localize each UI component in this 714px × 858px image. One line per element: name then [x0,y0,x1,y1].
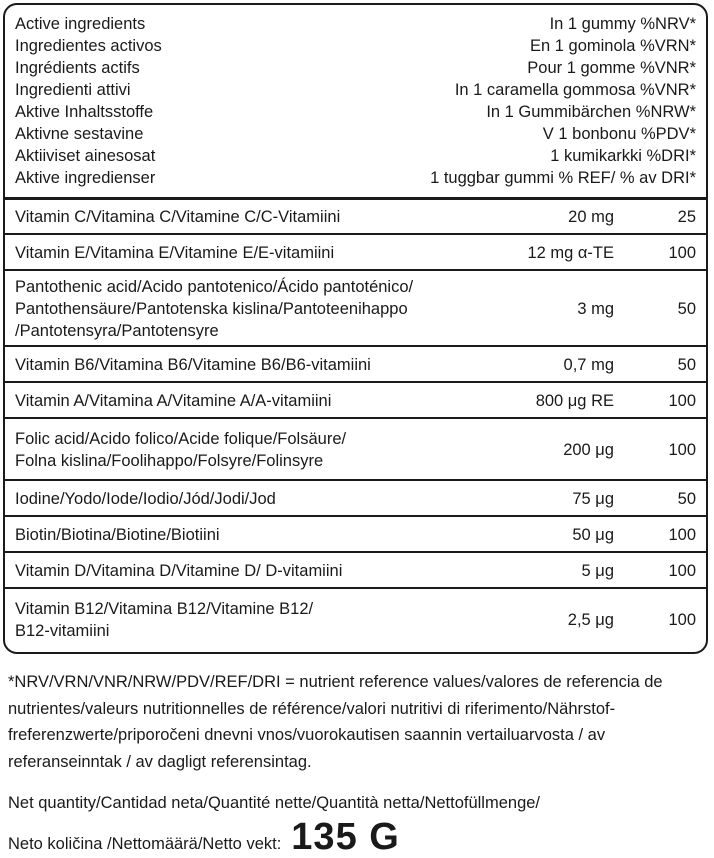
header-label: Ingredienti attivi [15,81,131,99]
nutrient-percent: 100 [668,243,696,262]
header-label: Aktivne sestavine [15,125,144,143]
row-divider [5,381,706,383]
header-unit: In 1 caramella gommosa %VNR* [454,81,696,99]
nutrient-name: Vitamin A/Vitamina A/Vitamine A/A-vitamiini [15,392,332,410]
row-divider [5,197,706,200]
header-unit: In 1 gummy %NRV* [549,15,696,33]
nutrient-name: Vitamin B6/Vitamina B6/Vitamine B6/B6-vitamiini [15,356,371,374]
nutrient-percent: 100 [668,391,696,410]
row-divider [5,269,706,271]
nutrient-amount: 0,7 mg [563,355,614,374]
nutrition-panel [3,3,708,654]
nutrient-row [15,199,696,235]
nutrient-name: Vitamin B12/Vitamina B12/Vitamine B12/ B12-vitamiini [15,600,314,640]
nutrient-name: Iodine/Yodo/Iode/Iodio/Jód/Jodi/Jod [15,490,276,508]
footnote-line: freferenzwerte/priporočeni dnevni vnos/vuorokautisen saannin vertailuarvosta / av [8,726,606,744]
header-unit: V 1 bonbonu %PDV* [542,125,696,143]
nutrient-name: Vitamin E/Vitamina E/Vitamine E/E-vitamiini [15,244,335,262]
nutrient-name: Pantothenic acid/Acido pantotenico/Ácido pantoténico/ Pantothensäure/Pantotenska kislina/Pantoteenihappo /Pantotensyra/Pantotensyre [15,278,414,340]
header-block [15,13,696,189]
nutrient-amount: 75 μg [572,489,614,508]
net-quantity-line2 [8,818,400,856]
header-row [15,167,696,189]
nutrient-row [15,419,696,481]
nutrient-amount: 12 mg α-TE [527,243,614,262]
header-unit: 1 kumikarkki %DRI* [550,147,696,165]
nutrient-row [15,517,696,553]
row-divider [5,587,706,589]
nutrient-row [15,235,696,271]
nutrient-percent: 50 [677,299,696,318]
header-label: Aktive ingredienser [15,169,156,187]
header-row [15,35,696,57]
nutrient-amount: 50 μg [572,525,614,544]
nutrient-percent: 25 [677,207,696,226]
footnote [8,669,708,775]
nutrient-percent: 50 [677,489,696,508]
nutrient-percent: 100 [668,610,696,629]
header-label: Aktiiviset ainesosat [15,147,156,165]
nutrient-row [15,553,696,589]
header-row [15,101,696,123]
row-divider [5,479,706,481]
row-divider [5,345,706,347]
header-label: Ingredientes activos [15,37,162,55]
footnote-line: *NRV/VRN/VNR/NRW/PDV/REF/DRI = nutrient reference values/valores de referencia de [8,673,663,691]
nutrient-name: Biotin/Biotina/Biotine/Biotiini [15,526,220,544]
header-row [15,79,696,101]
nutrient-name: Vitamin C/Vitamina C/Vitamine C/C-Vitamiini [15,208,341,226]
row-divider [5,417,706,419]
nutrient-amount: 2,5 μg [567,610,614,629]
nutrient-row [15,589,696,651]
nutrient-amount: 20 mg [568,207,614,226]
header-label: Ingrédients actifs [15,59,140,77]
header-label: Active ingredients [15,15,146,33]
nutrient-row [15,271,696,347]
header-label: Aktive Inhaltsstoffe [15,103,154,121]
nutrient-amount: 200 μg [563,440,614,459]
nutrient-row [15,481,696,517]
header-row [15,13,696,35]
nutrient-percent: 100 [668,440,696,459]
nutrient-name: Folic acid/Acido folico/Acide folique/Folsäure/ Folna kislina/Foolihappo/Folsyre/Folinsyre [15,430,347,470]
net-quantity-label: Neto količina /Nettomäärä/Netto vekt: [8,835,282,853]
net-quantity-text: Net quantity/Cantidad neta/Quantité nette/Quantità netta/Nettofüllmenge/ [8,794,541,812]
header-unit: In 1 Gummibärchen %NRW* [486,103,696,121]
footnote-line: nutrientes/valeurs nutritionnelles de référence/valori nutritivi di riferimento/Nährstof- [8,699,616,718]
nutrient-percent: 50 [677,355,696,374]
net-quantity-line1 [8,790,708,817]
nutrient-amount: 3 mg [577,299,614,318]
row-divider [5,515,706,517]
nutrient-name: Vitamin D/Vitamina D/Vitamine D/ D-vitamiini [15,562,343,580]
net-quantity-value: 135 G [291,816,400,858]
header-unit: En 1 gominola %VRN* [530,37,696,55]
row-divider [5,551,706,553]
nutrient-amount: 800 μg RE [535,391,614,410]
footnote-line: referanseinntak / av dagligt referensintag. [8,752,312,771]
header-unit: Pour 1 gomme %VNR* [527,59,696,77]
nutrient-percent: 100 [668,525,696,544]
nutrient-amount: 5 μg [581,561,614,580]
nutrient-percent: 100 [668,561,696,580]
header-row [15,57,696,79]
header-unit: 1 tuggbar gummi % REF/ % av DRI* [430,169,696,187]
nutrient-row [15,383,696,419]
nutrient-row [15,347,696,383]
row-divider [5,233,706,235]
header-row [15,145,696,167]
header-row [15,123,696,145]
